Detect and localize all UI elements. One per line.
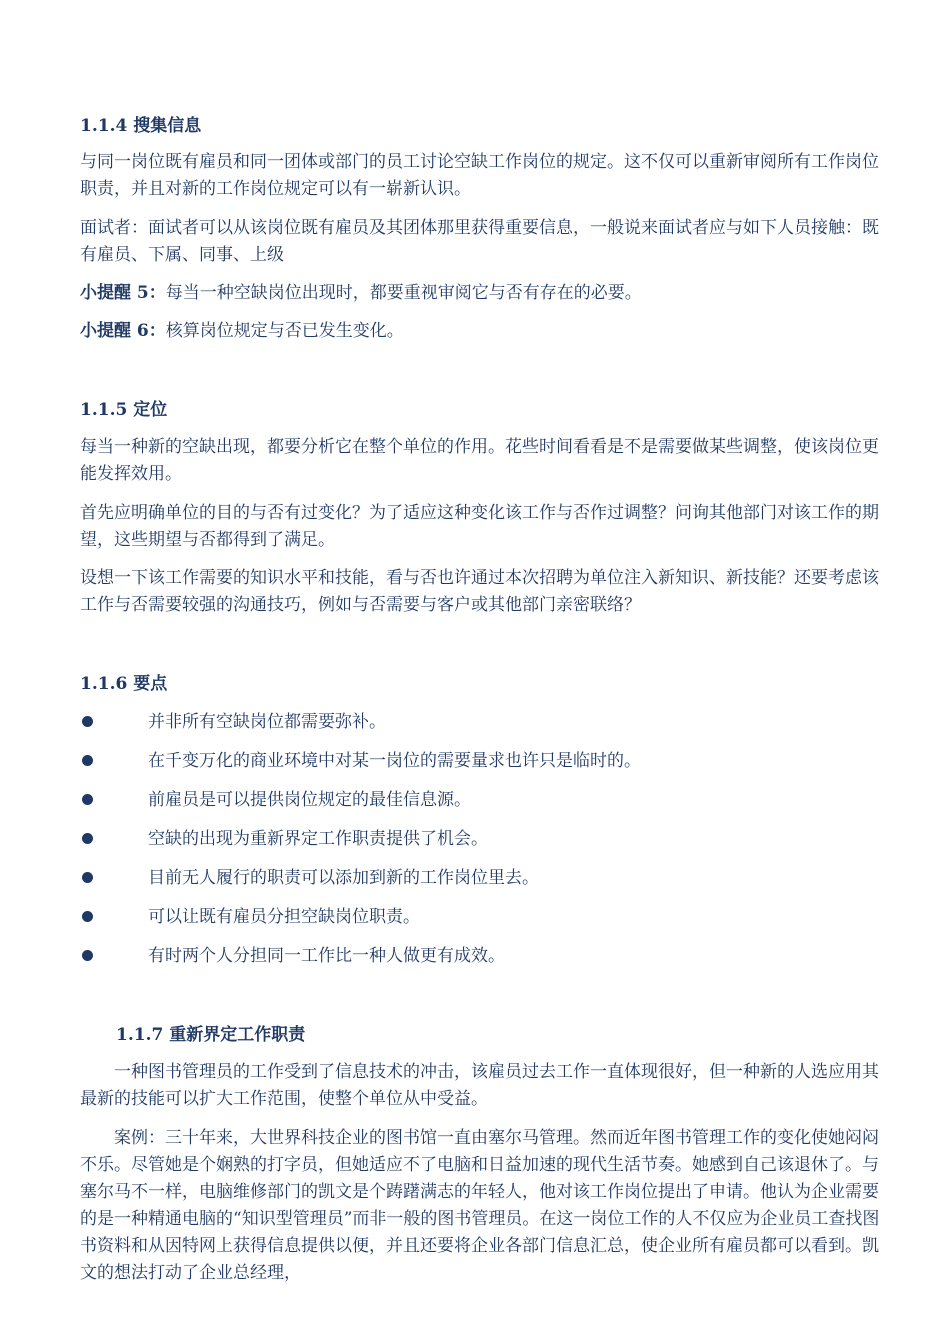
- bullet-item: [80, 904, 890, 930]
- bullet-dot: [82, 794, 93, 805]
- bullet-text: 并非所有空缺岗位都需要弥补。: [148, 712, 386, 732]
- bullet-text: 有时两个人分担同一工作比一种人做更有成效。: [148, 946, 505, 966]
- paragraph: 首先应明确单位的目的与否有过变化？为了适应这种变化该工作与否作过调整？问询其他部门对该工作的期望，这些期望与否都得到了满足。: [80, 503, 879, 550]
- bullet-dot: [82, 950, 93, 961]
- tip-text: 每当一种空缺岗位出现时，都要重视审阅它与否有存在的必要。: [165, 283, 642, 303]
- tip-label: 小提醒 6：: [80, 321, 166, 341]
- section-heading-1-1-4: 1.1.4 搜集信息: [80, 116, 202, 136]
- bullet-text: 可以让既有雇员分担空缺岗位职责。: [148, 907, 420, 927]
- bullet-item: [80, 709, 890, 735]
- paragraph: 设想一下该工作需要的知识水平和技能，看与否也许通过本次招聘为单位注入新知识、新技能？还要考虑该工作与否需要较强的沟通技巧，例如与否需要与客户或其他部门亲密联络？: [80, 568, 879, 615]
- bullet-dot: [82, 716, 93, 727]
- bullet-dot: [82, 911, 93, 922]
- bullet-text: 在千变万化的商业环境中对某一岗位的需要量求也许只是临时的。: [148, 751, 641, 771]
- bullet-text: 空缺的出现为重新界定工作职责提供了机会。: [148, 829, 488, 849]
- paragraph: 每当一种新的空缺出现，都要分析它在整个单位的作用。花些时间看看是不是需要做某些调整，使该岗位更能发挥效用。: [80, 437, 879, 484]
- bullet-item: [80, 943, 890, 969]
- bullet-text: 前雇员是可以提供岗位规定的最佳信息源。: [148, 790, 471, 810]
- bullet-dot: [82, 755, 93, 766]
- bullet-dot: [82, 833, 93, 844]
- tip-5: [80, 280, 890, 307]
- bullet-text: 目前无人履行的职责可以添加到新的工作岗位里去。: [148, 868, 539, 888]
- section-heading-1-1-6: 1.1.6 要点: [80, 674, 168, 694]
- bullet-item: [80, 748, 890, 774]
- bullet-item: [80, 865, 890, 891]
- tip-label: 小提醒 5：: [80, 283, 166, 303]
- section-heading-1-1-7: 1.1.7 重新界定工作职责: [116, 1025, 306, 1045]
- tip-text: 核算岗位规定与否已发生变化。: [165, 321, 404, 341]
- bullet-dot: [82, 872, 93, 883]
- bullet-item: [80, 826, 890, 852]
- tip-6: [80, 318, 890, 345]
- paragraph: 与同一岗位既有雇员和同一团体或部门的员工讨论空缺工作岗位的规定。这不仅可以重新审阅所有工作岗位职责，并且对新的工作岗位规定可以有一崭新认识。: [80, 152, 879, 199]
- paragraph: 面试者：面试者可以从该岗位既有雇员及其团体那里获得重要信息，一般说来面试者应与如下人员接触：既有雇员、下属、同事、上级: [80, 218, 879, 265]
- bullet-item: [80, 787, 890, 813]
- paragraph: 一种图书管理员的工作受到了信息技术的冲击，该雇员过去工作一直体现很好，但一种新的人选应用其最新的技能可以扩大工作范围，使整个单位从中受益。: [80, 1062, 879, 1109]
- section-heading-1-1-5: 1.1.5 定位: [80, 400, 168, 420]
- case-paragraph: 案例：三十年来，大世界科技企业的图书馆一直由塞尔马管理。然而近年图书管理工作的变化使她闷闷不乐。尽管她是个娴熟的打字员，但她适应不了电脑和日益加速的现代生活节奏。她感到自己该退休了。与塞尔马不一样，电脑维修部门的凯文是个踌躇满志的年轻人，他对该工作岗位提出了申请。他认为企业需要的是一种精通电脑的“知识型管理员”而非一般的图书管理员。在这一岗位工作的人不仅应为企业员工查找图书资料和从因特网上获得信息提供以便，并且还要将企业各部门信息汇总，使企业所有雇员都可以看到。凯文的想法打动了企业总经理，: [80, 1128, 880, 1283]
